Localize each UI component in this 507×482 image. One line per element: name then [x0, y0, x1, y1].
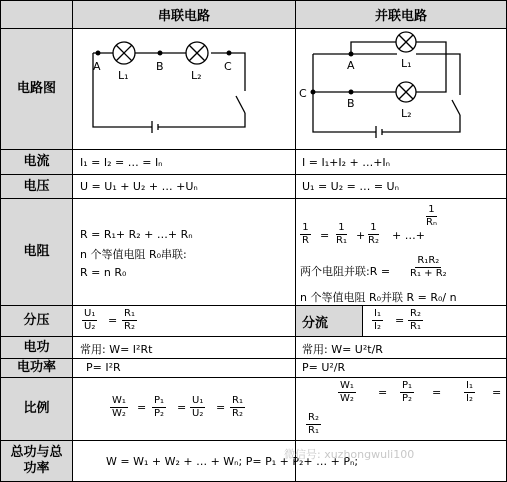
parallel-ratio-r-fraction: $\frac{\text{R₂}}{\text{R₁}}$ [308, 412, 319, 436]
parallel-voltage-formula: U₁ = U₂ = … = Uₙ [302, 180, 399, 193]
row-label-voltage: 电压 [1, 175, 72, 198]
parallel-node-b: B [347, 97, 355, 110]
series-circuit-diagram [73, 29, 295, 149]
parallel-ratio-w-fraction: $\frac{\text{W₁}}{\text{W₂}}$ [340, 380, 354, 404]
series-equal-resistors-label: n 个等值电阻 R₀串联: [80, 248, 187, 261]
parallel-ratio-p-fraction: $\frac{\text{P₁}}{\text{P₂}}$ [402, 380, 413, 404]
series-ratio-w-fraction: $\frac{\text{W₁}}{\text{W₂}}$ [112, 395, 126, 419]
parallel-resistance-r2-fraction: $\frac{1}{\text{R₂}}$ [368, 222, 379, 246]
parallel-resistance-r1-fraction: $\frac{1}{\text{R₁}}$ [336, 222, 347, 246]
parallel-lamp-l2: L₂ [401, 107, 412, 120]
series-lamp-l2: L₂ [191, 69, 202, 82]
row-label-total-line2: 功率 [23, 461, 50, 476]
parallel-equal-resistors-formula: n 个等值电阻 R₀并联 R = R₀/ n [300, 291, 457, 304]
total-work-power-formula: W = W₁ + W₂ + … + Wₙ; P= P₁ + P₂+ … + Pₙ; [106, 455, 359, 468]
parallel-node-a: A [347, 59, 355, 72]
series-equal-resistors-formula: R = n R₀ [80, 266, 127, 279]
series-node-b: B [156, 60, 164, 73]
parallel-shunt-r-fraction: $\frac{\text{R₂}}{\text{R₁}}$ [410, 308, 421, 332]
row-label-diagram: 电路图 [1, 29, 72, 149]
parallel-work-formula: 常用: W= U²t/R [302, 343, 383, 356]
header-series: 串联电路 [73, 1, 295, 28]
series-ratio-r-fraction: $\frac{\text{R₁}}{\text{R₂}}$ [232, 395, 243, 419]
parallel-circuit-diagram [296, 29, 506, 149]
row-label-power: 电功率 [1, 359, 72, 377]
formula-table: 串联电路 并联电路 电路图 电流 电压 电阻 分压 电功 电功率 比例 总功与总 功率 分流 A B C L₁ L₂ A B C L₁ L₂ I₁ = I₂ = … = Iₙ I = I₁+I₂ + …+Iₙ U = U₁ + U₂ + … +Uₙ U₁ = U₂ = … = Uₙ R = R₁+ R₂ + …+ Rₙ n 个等值电阻 R₀串联: R = n R₀ $\frac{1}{R}$ = $\frac{1}{\text{R₁}}$ + $\frac{1}{\text{R₂}}$ + …+ $\frac{1}{\text{Rₙ}}$ 两个电阻并联:R = $\frac{\text{R₁R₂}}{\text{R₁ + R₂}}$ n 个等值电阻 R₀并联 R = R₀/ n $\frac{\text{U₁}}{\text{U₂}}$ = $\frac{\text{R₁}}{\text{R₂}}$ $\frac{\text{I₁}}{\text{I₂}}$ = $\frac{\text{R₂}}{\text{R₁}}$ 常用: W= I²Rt 常用: W= U²t/R P= I²R P= U²/R $\frac{\text{W₁}}{\text{W₂}}$ = $\frac{\text{P₁}}{\text{P₂}}$ = $\frac{\text{U₁}}{\text{U₂}}$ = $\frac{\text{R₁}}{\text{R₂}}$ $\frac{\text{W₁}}{\text{W₂}}$ = $\frac{\text{P₁}}{\text{P₂}}$ = $\frac{\text{I₁}}{\text{I₂}}$ = $\frac{\text{R₂}}{\text{R₁}}$ W = W₁ + W₂ + … + Wₙ; P= P₁ + P₂+ … + Pₙ; 微信号: xuzhongwuli100 [0, 0, 507, 482]
parallel-two-resistors-fraction: $\frac{\text{R₁R₂}}{\text{R₁ + R₂}}$ [410, 255, 447, 279]
parallel-lamp-l1: L₁ [401, 57, 412, 70]
series-work-formula: 常用: W= I²Rt [80, 343, 153, 356]
row-label-current: 电流 [1, 150, 72, 174]
parallel-node-c: C [299, 87, 307, 100]
series-node-c: C [224, 60, 232, 73]
row-label-total [1, 441, 72, 481]
series-power-formula: P= I²R [86, 361, 121, 374]
parallel-resistance-total-fraction: $\frac{1}{R}$ [302, 222, 309, 246]
series-voltage-formula: U = U₁ + U₂ + … +Uₙ [80, 180, 198, 193]
row-label-ratio: 比例 [1, 378, 72, 440]
series-resistance-sum: R = R₁+ R₂ + …+ Rₙ [80, 228, 193, 241]
parallel-current-formula: I = I₁+I₂ + …+Iₙ [302, 156, 391, 169]
parallel-ratio-i-fraction: $\frac{\text{I₁}}{\text{I₂}}$ [466, 380, 473, 404]
row-label-resistance: 电阻 [1, 199, 72, 305]
series-ratio-p-fraction: $\frac{\text{P₁}}{\text{P₂}}$ [154, 395, 165, 419]
parallel-power-formula: P= U²/R [302, 361, 346, 374]
series-lamp-l1: L₁ [118, 69, 129, 82]
series-divide-r-fraction: $\frac{\text{R₁}}{\text{R₂}}$ [124, 308, 135, 332]
wechat-watermark: 微信号: xuzhongwuli100 [284, 448, 415, 461]
row-label-work: 电功 [1, 337, 72, 358]
parallel-two-resistors-label: 两个电阻并联:R = [300, 265, 391, 278]
row-label-shunt: 分流 [296, 306, 362, 336]
row-label-divide: 分压 [1, 306, 72, 336]
series-node-a: A [93, 60, 101, 73]
series-current-formula: I₁ = I₂ = … = Iₙ [80, 156, 163, 169]
parallel-shunt-i-fraction: $\frac{\text{I₁}}{\text{I₂}}$ [374, 308, 381, 332]
row-label-total-line1: 总功与总 [10, 445, 63, 460]
series-divide-u-fraction: $\frac{\text{U₁}}{\text{U₂}}$ [84, 308, 96, 332]
parallel-resistance-rn-fraction: $\frac{1}{\text{Rₙ}}$ [426, 204, 437, 228]
parallel-resistance-ellipsis: + …+ [392, 229, 425, 242]
header-parallel: 并联电路 [296, 1, 506, 28]
series-ratio-u-fraction: $\frac{\text{U₁}}{\text{U₂}}$ [192, 395, 204, 419]
header-corner [1, 1, 72, 28]
